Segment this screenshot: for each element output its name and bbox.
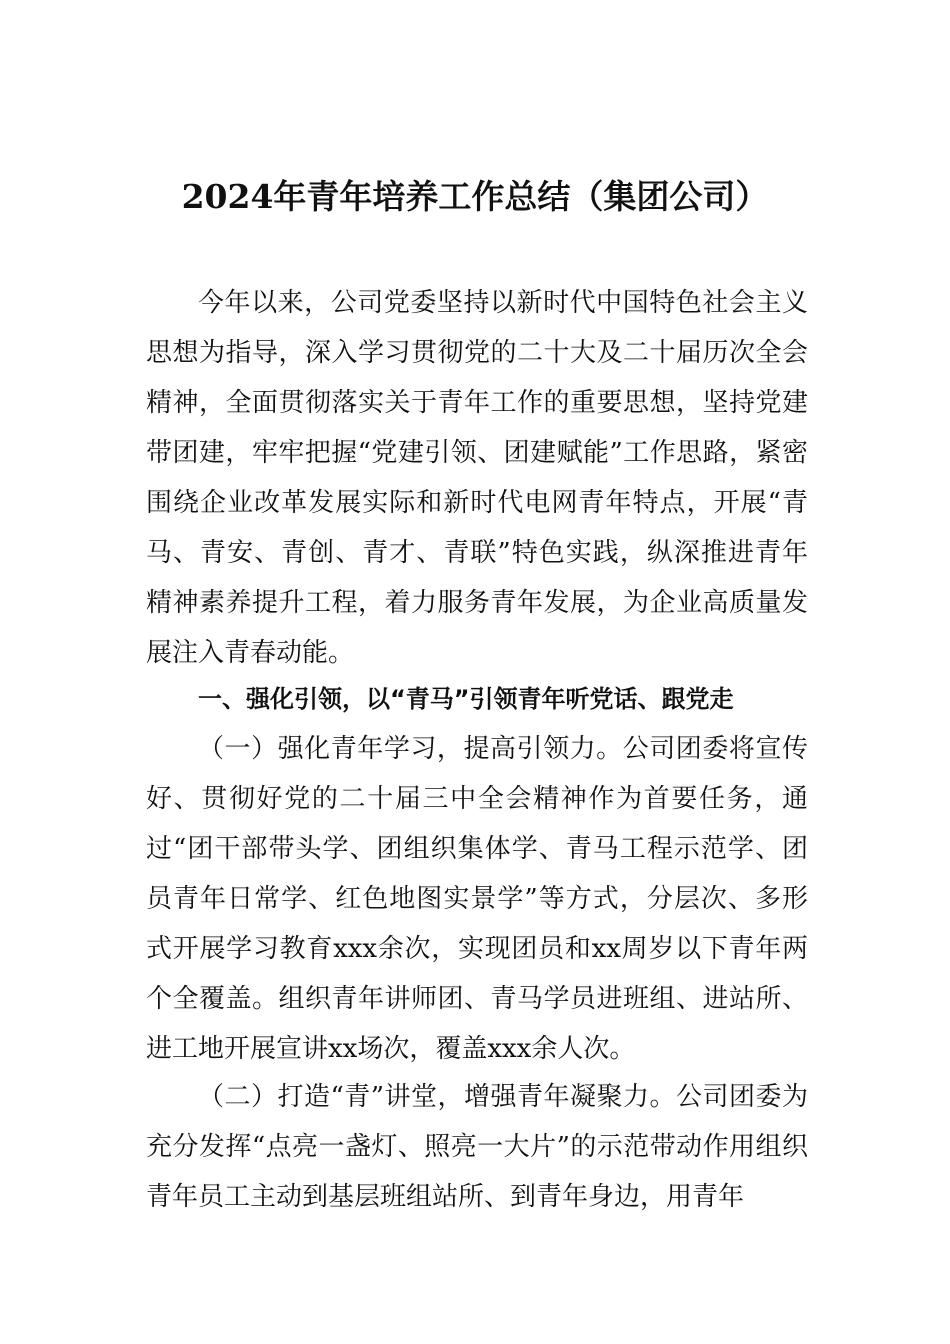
document-title: 2024年青年培养工作总结（集团公司）: [181, 177, 769, 216]
intro-paragraph: 今年以来，公司党委坚持以新时代中国特色社会主义思想为指导，深入学习贯彻党的二十大及二十届历次全会精神，全面贯彻落实关于青年工作的重要思想，坚持党建带团建，牢牢把握“党建引领、团建赋能”工作思路，紧密围绕企业改革发展实际和新时代电网青年特点，开展“青马、青安、青创、青才、青联”特色实践，纵深推进青年精神素养提升工程，着力服务青年发展，为企业高质量发展注入青春动能。: [146, 288, 808, 668]
section1-item2-paragraph: （二）打造“青”讲堂，增强青年凝聚力。公司团委为充分发挥“点亮一盏灯、照亮一大片”的示范带动作用组织青年员工主动到基层班组站所、到青年身边，用青年: [146, 1082, 808, 1212]
section1-item1-paragraph: （一）强化青年学习，提高引领力。公司团委将宣传好、贯彻好党的二十届三中全会精神作为首要任务，通过“团干部带头学、团组织集体学、青马工程示范学、团员青年日常学、红色地图实景学”等方式，分层次、多形式开展学习教育xxx余次，实现团员和xx周岁以下青年两个全覆盖。组织青年讲师团、青马学员进班组、进站所、进工地开展宣讲xx场次，覆盖xxx余人次。: [146, 734, 808, 1064]
section-heading-1: 一、强化引领，以“青马”引领青年听党话、跟党走: [198, 685, 734, 713]
